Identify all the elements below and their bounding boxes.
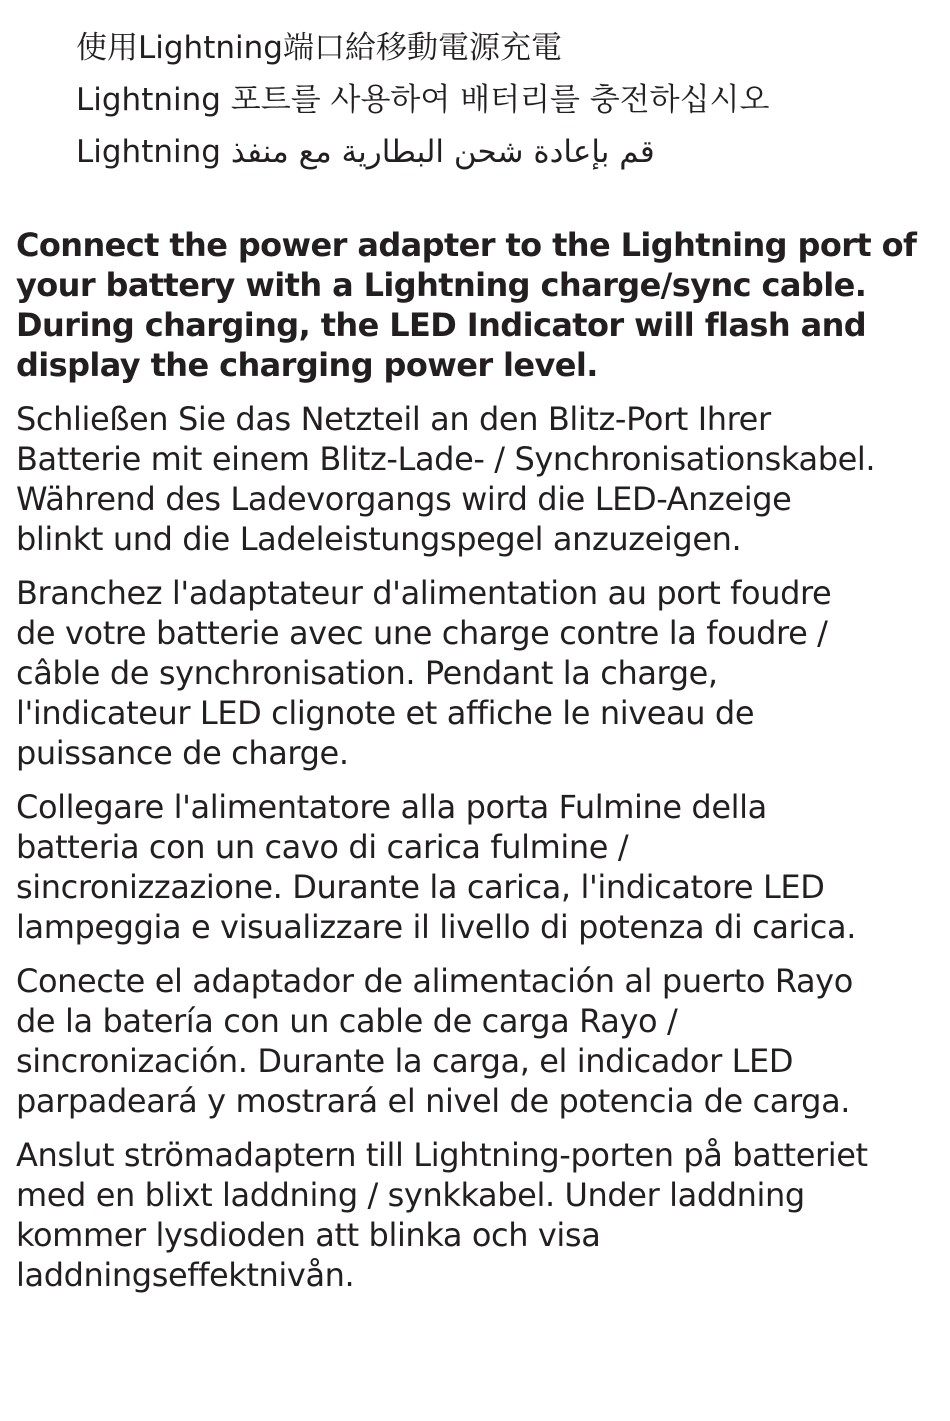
paragraph-line: Während des Ladevorgangs wird die LED-Anzeige <box>16 480 792 518</box>
paragraph-line: sincronizzazione. Durante la carica, l'indicatore LED <box>16 868 825 906</box>
paragraph-line: laddningseffektnivån. <box>16 1256 355 1294</box>
paragraph-line: batteria con un cavo di carica fulmine / <box>16 828 629 866</box>
paragraph-french <box>16 573 944 773</box>
paragraph-line: sincronización. Durante la carga, el indicador LED <box>16 1042 794 1080</box>
paragraph-line: Conecte el adaptador de alimentación al puerto Rayo <box>16 962 853 1000</box>
paragraph-line: kommer lysdioden att blinka och visa <box>16 1216 601 1254</box>
korean-heading: Lightning 포트를 사용하여 배터리를 충전하십시오 <box>76 82 770 118</box>
paragraph-line: puissance de charge. <box>16 734 349 772</box>
paragraph-line: de votre batterie avec une charge contre la foudre / <box>16 614 828 652</box>
paragraph-italian <box>16 787 944 947</box>
chinese-heading: 使用Lightning端口給移動電源充電 <box>76 30 562 66</box>
paragraph-line: Anslut strömadaptern till Lightning-porten på batteriet <box>16 1136 868 1174</box>
paragraph-line: med en blixt laddning / synkkabel. Under laddning <box>16 1176 805 1214</box>
arabic-heading-text: قم بإعادة شحن البطارية مع منفذ <box>230 134 655 170</box>
paragraph-line: During charging, the LED Indicator will flash and <box>16 306 867 344</box>
arabic-heading-prefix: Lightning <box>76 134 221 170</box>
paragraph-english <box>16 225 944 385</box>
paragraph-line: de la batería con un cable de carga Rayo / <box>16 1002 678 1040</box>
paragraph-line: Batterie mit einem Blitz-Lade- / Synchronisationskabel. <box>16 440 876 478</box>
header-lines <box>76 22 936 178</box>
paragraph-line: blinkt und die Ladeleistungspegel anzuzeigen. <box>16 520 742 558</box>
paragraph-line: lampeggia e visualizzare il livello di potenza di carica. <box>16 908 856 946</box>
paragraph-line: parpadeará y mostrará el nivel de potencia de carga. <box>16 1082 851 1120</box>
paragraph-german <box>16 399 944 559</box>
paragraph-line: Connect the power adapter to the Lightning port of <box>16 226 917 264</box>
paragraph-line: your battery with a Lightning charge/sync cable. <box>16 266 867 304</box>
paragraph-line: câble de synchronisation. Pendant la charge, <box>16 654 718 692</box>
paragraph-line: l'indicateur LED clignote et affiche le niveau de <box>16 694 755 732</box>
paragraph-line: display the charging power level. <box>16 346 598 384</box>
paragraph-spanish <box>16 961 944 1121</box>
paragraph-line: Collegare l'alimentatore alla porta Fulmine della <box>16 788 767 826</box>
instructions-body <box>16 225 944 1309</box>
paragraph-swedish <box>16 1135 944 1295</box>
paragraph-line: Branchez l'adaptateur d'alimentation au port foudre <box>16 574 832 612</box>
paragraph-line: Schließen Sie das Netzteil an den Blitz-Port Ihrer <box>16 400 771 438</box>
arabic-heading <box>76 126 936 178</box>
